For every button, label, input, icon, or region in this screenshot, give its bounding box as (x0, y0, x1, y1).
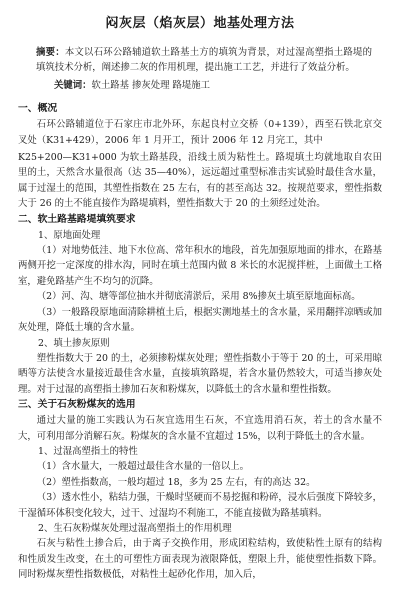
requirements-paragraph-4: 塑性指数大于 20 的土，必须掺粉煤灰处理；塑性指数小于等于 20 的土，可采用晾晒等方法使含水量接近最佳含水量，直接填筑路堤，若含水量仍然较大，可适当掺灰处理。对于过湿的高塑指土掺加石灰和粉煤灰，以降低土的含水量和塑性指数。 (18, 352, 382, 395)
lime-paragraph-3: （2）塑性指数高，一般均超过 18，多为 25 左右，有的高达 32。 (36, 476, 316, 488)
keywords (18, 78, 382, 93)
requirements-paragraph-2: （2）河、沟、塘等部位抽水并彻底清淤后，采用 8%掺灰土填至原地面标高。 (36, 291, 361, 303)
abstract (18, 45, 382, 76)
document-title: 闷灰层（焰灰层）地基处理方法 (105, 16, 295, 31)
overview-paragraph-2: K25+200—K31+000 为软土路基段，沿线土质为粘性土。路堤填土均就地取自农田里的土，天然含水量很高（达 35—40%），远远超过重型标准击实试验时最佳含水量，属于过湿土的范围，其塑性指数在 25 左右，有的甚至高达 32。按规范要求，塑性指数大于 26 的土不能直接作为路堤填料，塑性指数大于 20 的土须经过处治。 (18, 152, 382, 210)
abstract-text: 本文以石环公路辅道软土路基土方的填筑为背景，对过湿高塑指土路堤的填筑技术分析，阐述掺二灰的作用机理，提出施工工艺，并进行了效益分析。 (36, 47, 372, 74)
lime-paragraph-1: 通过大量的施工实践认为石灰宜选用生石灰，不宜选用消石灰，若土的含水量不大，可利用部分消解石灰。粉煤灰的含水量不宜超过 15%，以利于降低土的含水量。 (18, 415, 382, 442)
lime-paragraph-4: （3）透水性小，粘结力强，干燥时坚硬而不易挖掘和粉碎，浸水后强度下降较多，干湿循环体积变化较大，过干、过湿均不利施工，不能直接做为路基填料。 (18, 492, 382, 519)
subheading-lime-principle: 2、填土掺灰原则 (38, 337, 110, 349)
requirements-paragraph-1: （1）对地势低洼、地下水位高、常年积水的地段，首先加强原地面的排水，在路基两侧开挖一定深度的排水沟，同时在填土范围内做 8 米长的水泥搅拌桩，上面做土工格室，避免路基产生不均匀的沉降。 (18, 245, 382, 287)
subheading-soil-properties: 1、过湿高塑指土的特性 (38, 445, 138, 457)
lime-paragraph-5: 石灰与粘性土掺合后，由于离子交换作用，形成团粒结构，致使粘性土原有的结构和性质发生改变，在土的可塑性方面表现为液限降低，塑限上升，能使塑性指数下降。同时粉煤灰塑性指数极低，对粘性土起砂化作用，加入后， (18, 538, 382, 581)
section-heading-requirements: 二、软土路基路堤填筑要求 (18, 213, 136, 225)
lime-paragraph-2: （1）含水量大，一般超过最佳含水量的一倍以上。 (36, 461, 250, 473)
keywords-text: 软土路基 掺灰处理 路堤施工 (91, 79, 210, 91)
abstract-label: 摘要： (36, 47, 65, 58)
overview-paragraph-1: 石环公路辅道位于石家庄市北外环，东起良村立交桥（0+139），西至石铁北京交叉处（K31+429），2006 年 1 月开工，预计 2006 年 12 月完工，其中 (18, 119, 382, 146)
section-heading-lime-selection: 三、关于石灰粉煤灰的选用 (18, 399, 136, 411)
keywords-label: 关键词： (54, 79, 92, 91)
requirements-paragraph-3: （3）一般路段原地面清除耕植土后，根据实测地基土的含水量，采用翻拌凉晒或加灰处理，降低土壤的含水量。 (18, 306, 382, 334)
subheading-mechanism: 2、生石灰粉煤灰处理过湿高塑指土的作用机理 (38, 522, 232, 534)
section-heading-overview: 一、概况 (18, 103, 58, 115)
subheading-ground-treatment: 1、原地面处理 (38, 229, 101, 241)
